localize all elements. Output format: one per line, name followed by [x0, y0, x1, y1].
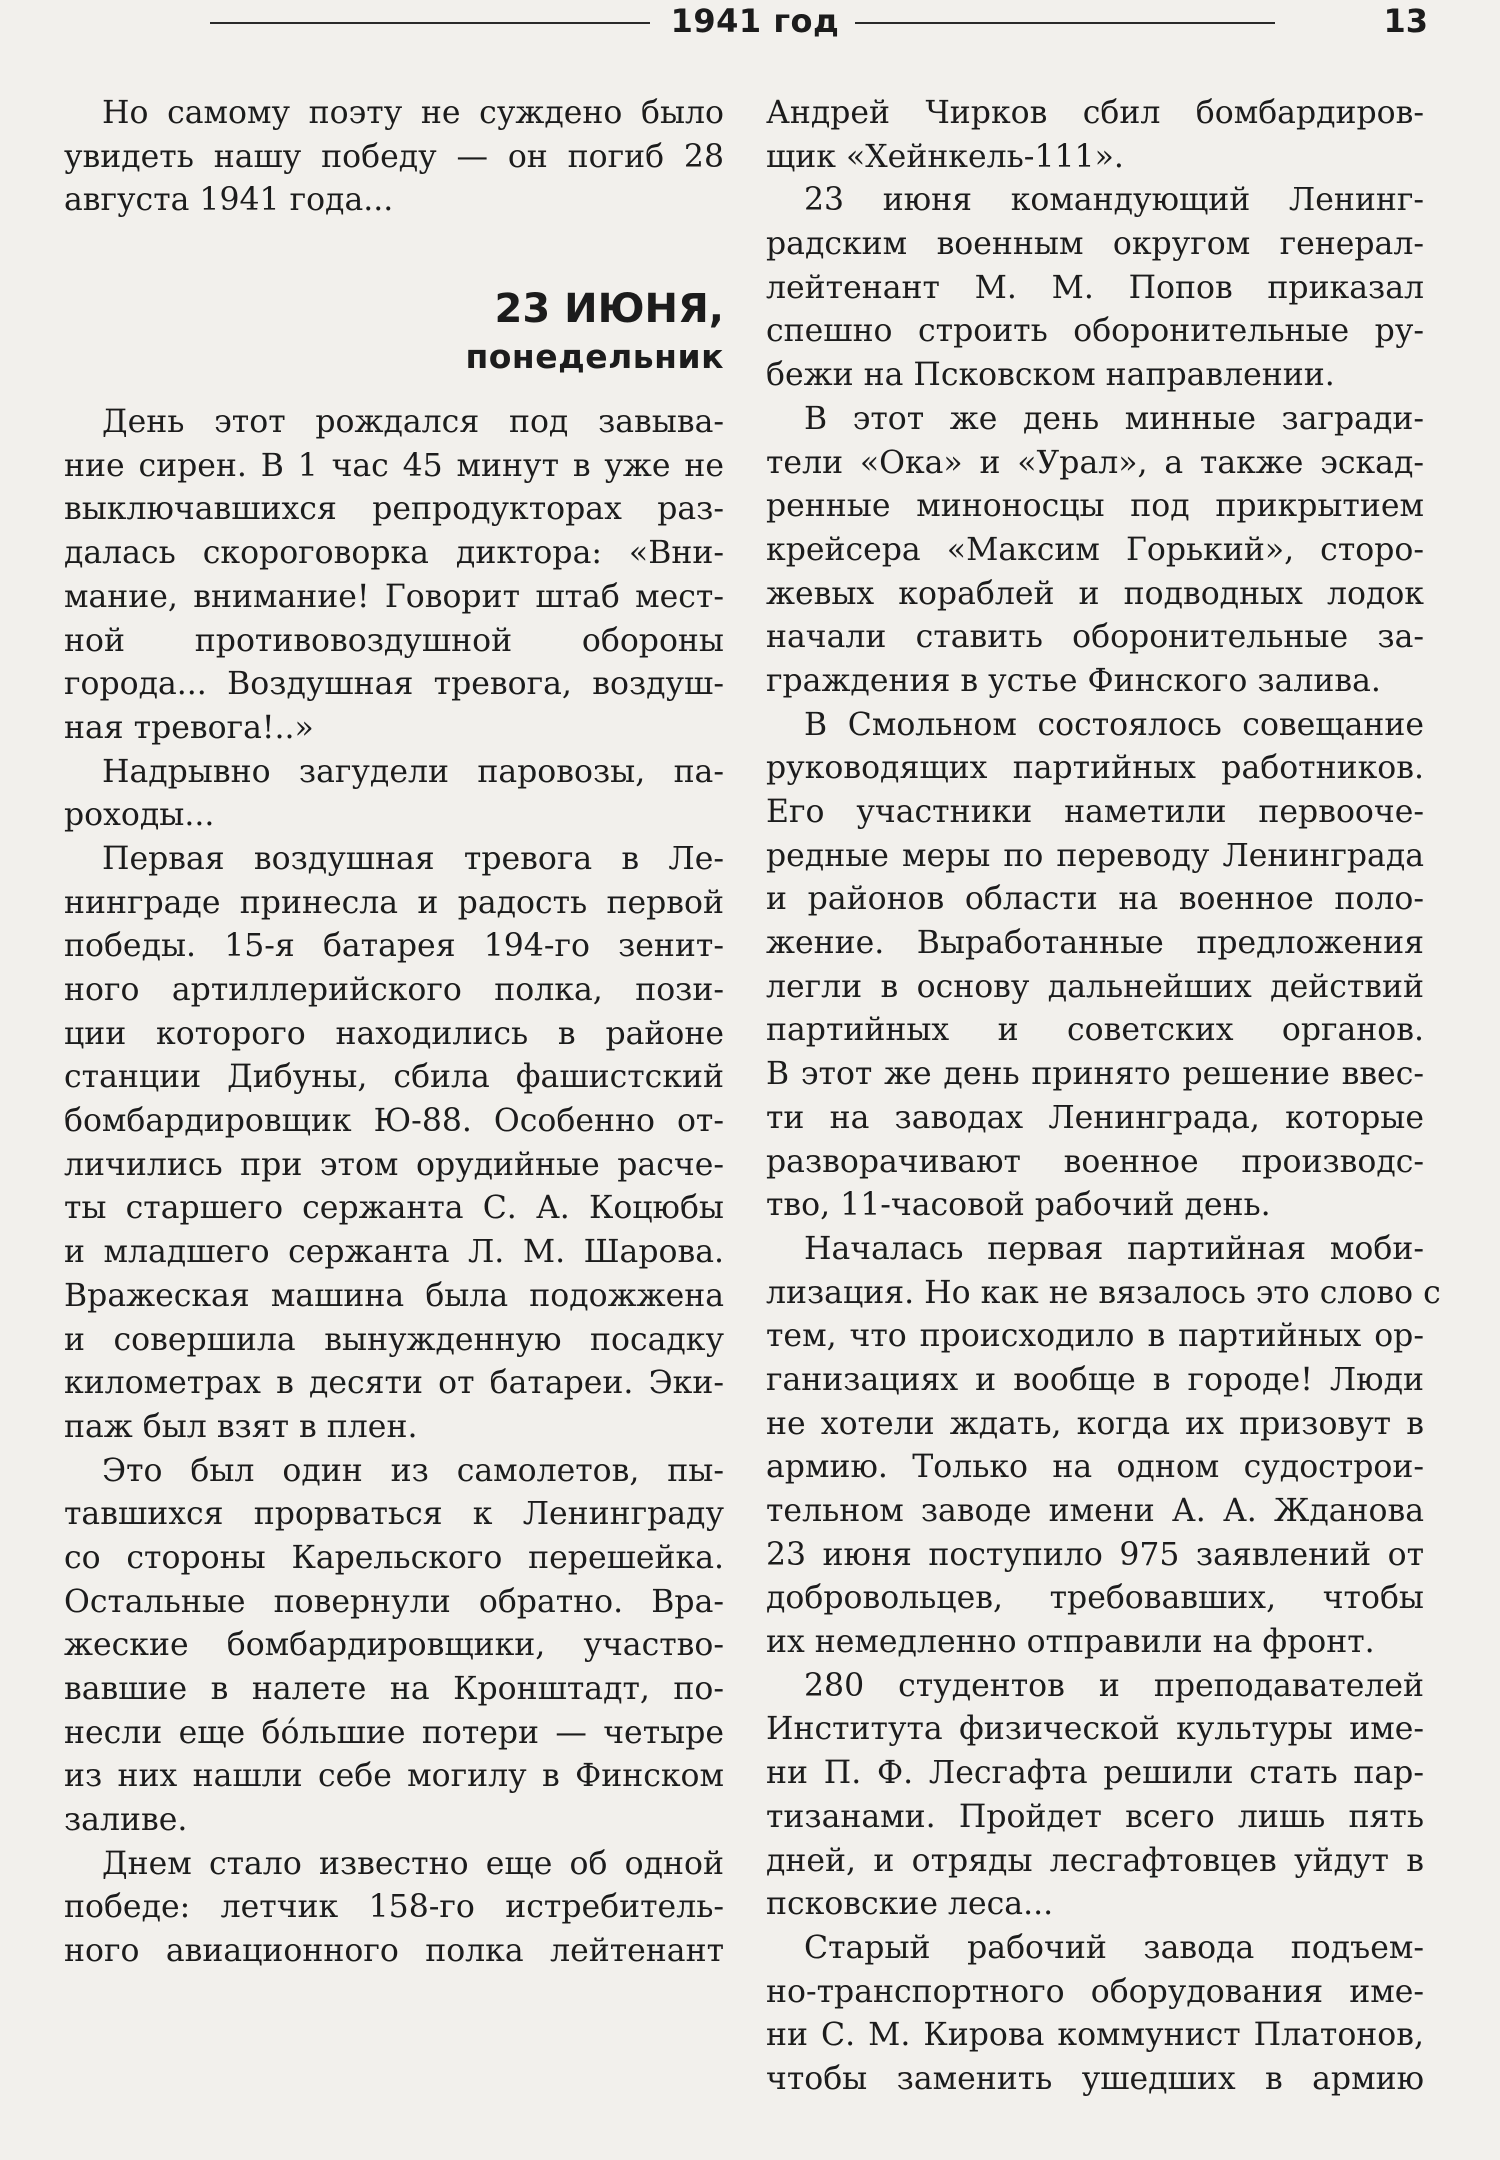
text-line: паж был взят в плен. — [64, 1408, 418, 1445]
text-line: километрах в десяти от батареи. Эки- — [64, 1365, 724, 1402]
text-line: и младшего сержанта Л. М. Шарова. — [64, 1234, 724, 1271]
text-line: ти на заводах Ленинграда, которые — [766, 1099, 1424, 1136]
text-line: дней, и отряды лесгафтовцев уйдут в — [766, 1842, 1424, 1879]
text-line: тво, 11-часовой рабочий день. — [766, 1187, 1271, 1224]
header-rule-left — [210, 22, 650, 24]
text-line: армию. Только на одном судострои- — [766, 1449, 1424, 1486]
text-line: бомбардировщик Ю-88. Особенно от- — [64, 1103, 724, 1140]
section-heading — [64, 283, 724, 379]
text-line: ренные миноносцы под прикрытием — [766, 488, 1424, 525]
text-line: победе: летчик 158-го истребитель- — [64, 1889, 724, 1926]
heading-weekday: понедельник — [465, 337, 724, 377]
left-column-body — [64, 401, 724, 1974]
text-line: тельном заводе имени А. А. Жданова — [766, 1493, 1424, 1529]
text-line: ние сирен. В 1 час 45 минут в уже не — [64, 447, 724, 484]
text-line: Его участники наметили первооче- — [766, 794, 1424, 830]
text-line: победы. 15-я батарея 194-го зенит- — [64, 928, 724, 965]
text-line: выключавшихся репродукторах раз- — [64, 491, 724, 528]
text-line: августа 1941 года... — [64, 182, 394, 219]
text-line: легли в основу дальнейших действий — [766, 968, 1424, 1005]
text-line: Надрывно загудели паровозы, па- — [102, 753, 724, 790]
text-line: жевых кораблей и подводных лодок — [766, 575, 1424, 612]
text-line: увидеть нашу победу — он погиб 28 — [64, 138, 724, 175]
text-line: бежи на Псковском направлении. — [766, 357, 1335, 394]
text-line: станции Дибуны, сбила фашистский — [64, 1059, 724, 1096]
text-line: ции которого находились в районе — [64, 1015, 724, 1052]
text-line: 280 студентов и преподавателей — [804, 1667, 1424, 1704]
text-line: крейсера «Максим Горький», сторо- — [766, 531, 1424, 568]
text-line: добровольцев, требовавших, чтобы — [766, 1580, 1424, 1617]
text-line: редные меры по переводу Ленинграда — [766, 837, 1424, 874]
text-line: В этот же день минные загради- — [804, 400, 1424, 437]
text-line: со стороны Карельского перешейка. — [64, 1539, 724, 1576]
text-line: В Смольном состоялось совещание — [804, 706, 1424, 743]
text-line: личились при этом орудийные расче- — [64, 1146, 724, 1183]
left-column — [64, 92, 724, 1974]
text-line: День этот рождался под завыва- — [102, 404, 724, 441]
text-line: ни С. М. Кирова коммунист Платонов, — [766, 2017, 1424, 2054]
text-line: Старый рабочий завода подъем- — [804, 1929, 1424, 1966]
text-line: псковские леса... — [766, 1886, 1054, 1923]
text-line: Это был один из самолетов, пы- — [102, 1452, 724, 1489]
text-line: Первая воздушная тревога в Ле- — [102, 840, 724, 877]
text-line: мание, внимание! Говорит штаб мест- — [64, 578, 724, 615]
text-line: чтобы заменить ушедших в армию — [766, 2060, 1424, 2097]
text-line: Института физической культуры име- — [766, 1711, 1424, 1748]
text-line: тавшихся прорваться к Ленинграду — [64, 1496, 724, 1533]
header-rule-right — [855, 22, 1275, 24]
text-line: тизанами. Пройдет всего лишь пять — [766, 1798, 1424, 1835]
text-line: жеские бомбардировщики, участво- — [64, 1627, 724, 1664]
text-line: Вражеская машина была подожжена — [64, 1277, 724, 1314]
text-line: нинграде принесла и радость первой — [64, 884, 724, 921]
text-line: ной противовоздушной обороны — [64, 622, 724, 659]
left-column-intro — [64, 92, 724, 223]
text-line: ного артиллерийского полка, пози- — [64, 972, 724, 1008]
text-line: вавшие в налете на Кронштадт, по- — [64, 1671, 724, 1707]
text-line: Но самому поэту не суждено было — [102, 95, 724, 131]
text-line: Андрей Чирков сбил бомбардиров- — [766, 95, 1424, 131]
text-line: 23 июня поступило 975 заявлений от — [766, 1536, 1424, 1573]
text-line: 23 июня командующий Ленинг- — [804, 182, 1424, 219]
text-line: Днем стало известно еще об одной — [102, 1845, 724, 1882]
text-line: несли еще бóльшие потери — четыре — [64, 1714, 724, 1751]
text-line: города... Воздушная тревога, воздуш- — [64, 666, 724, 703]
text-line: ты старшего сержанта С. А. Коцюбы — [64, 1190, 724, 1227]
running-header — [0, 0, 1500, 50]
text-line: ганизациях и вообще в городе! Люди — [766, 1361, 1424, 1398]
text-line: ная тревога!..» — [64, 709, 314, 746]
right-column — [766, 92, 1441, 2102]
right-column-body — [766, 92, 1441, 2102]
text-line: ного авиационного полка лейтенант — [64, 1933, 724, 1970]
text-line: лизация. Но как не вязалось это слово с — [766, 1274, 1441, 1311]
text-line: радским военным округом генерал- — [766, 226, 1424, 263]
text-line: ни П. Ф. Лесгафта решили стать пар- — [766, 1755, 1424, 1792]
text-line: лейтенант М. М. Попов приказал — [766, 269, 1424, 306]
text-line: жение. Выработанные предложения — [766, 925, 1424, 962]
page-number: 13 — [1383, 2, 1428, 40]
text-line: Остальные повернули обратно. Вра- — [64, 1583, 724, 1620]
text-line: роходы... — [64, 797, 215, 834]
text-line: Началась первая партийная моби- — [804, 1230, 1424, 1267]
text-line: руководящих партийных работников. — [766, 750, 1424, 787]
text-line: тели «Ока» и «Урал», а также эскад- — [766, 444, 1424, 481]
text-line: заливе. — [64, 1802, 188, 1839]
running-title: 1941 год — [670, 2, 840, 40]
text-line: начали ставить оборонительные за- — [766, 619, 1424, 656]
text-line: далась скороговорка диктора: «Вни- — [64, 535, 724, 572]
text-line: партийных и советских органов. — [766, 1012, 1424, 1049]
text-line: В этот же день принято решение ввес- — [766, 1056, 1424, 1093]
text-line: и совершила вынужденную посадку — [64, 1321, 724, 1358]
text-line: и районов области на военное поло- — [766, 881, 1424, 918]
text-line: граждения в устье Финского залива. — [766, 662, 1381, 699]
text-line: не хотели ждать, когда их призовут в — [766, 1405, 1424, 1442]
text-line: спешно строить оборонительные ру- — [766, 313, 1424, 350]
text-line: из них нашли себе могилу в Финском — [64, 1758, 724, 1795]
text-line: их немедленно отправили на фронт. — [766, 1624, 1375, 1661]
text-line: но-транспортного оборудования име- — [766, 1973, 1424, 2010]
text-line: разворачивают военное производс- — [766, 1143, 1424, 1180]
heading-date: 23 ИЮНЯ, — [494, 286, 724, 333]
text-line: тем, что происходило в партийных ор- — [766, 1318, 1424, 1355]
text-line: щик «Хейнкель-111». — [766, 138, 1124, 175]
